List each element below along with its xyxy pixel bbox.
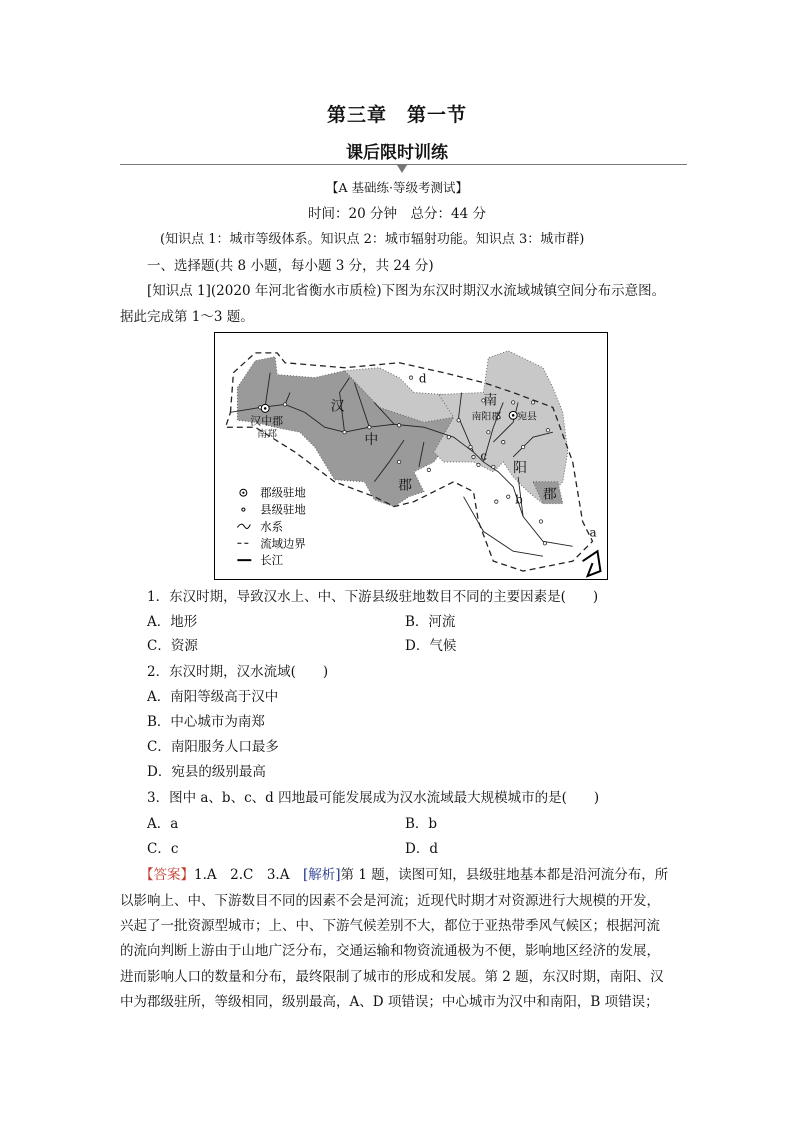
knowledge-points: (知识点 1：城市等级体系。知识点 2：城市辐射功能。知识点 3：城市群)	[160, 232, 585, 247]
map-label-jun-2: 郡	[542, 486, 557, 503]
analysis-text: 以影响上、中、下游数目不同的因素不会是河流；近现代时期才对资源进行大规模的开发，	[120, 893, 660, 909]
section-label: 【A 基础练·等级考测试】	[326, 180, 468, 195]
section-subtitle: 课后限时训练	[346, 143, 448, 163]
option-b: B．中心城市为南郑	[147, 714, 265, 730]
analysis-text: 的流向判断上游由于山地广泛分布，交通运输和物资流通极为不便，影响地区经济的发展，	[120, 943, 660, 959]
analysis-text: 进而影响人口的数量和分布，最终限制了城市的形成和发展。第 2 题，东汉时期，南阳、汉	[120, 969, 664, 985]
map-label-han: 汉	[330, 398, 345, 415]
option-b: B．b	[405, 816, 438, 832]
map-label-nanyang-jun: 南阳郡	[471, 411, 502, 423]
answer-line	[140, 866, 668, 884]
legend-label: 县级驻地	[260, 502, 306, 517]
option-a: A．南阳等级高于汉中	[147, 689, 279, 705]
county-seat-icon	[242, 508, 245, 511]
option-c: C．资源	[147, 638, 198, 654]
option-d: D．气候	[405, 638, 457, 654]
question-stem: 3．图中 a、b、c、d 四地最可能发展成为汉水流域最大规模城市的是( )	[147, 790, 600, 806]
map-label-a: a	[589, 525, 597, 540]
legend-label: 水系	[260, 519, 284, 534]
question-stem: 1．东汉时期，导致汉水上、中、下游县级驻地数目不同的主要因素是( )	[147, 589, 599, 605]
river-icon	[237, 524, 250, 528]
analysis-text: 中为郡级驻所，等级相同，级别最高，A、D 项错误；中心城市为汉中和南阳，B 项错误；	[120, 994, 659, 1010]
legend-label: 郡级驻地	[260, 485, 306, 500]
map-label-hanzhong-jun: 汉中郡	[250, 414, 284, 428]
analysis-tag: [解析]	[302, 867, 341, 883]
map-label-c: c	[480, 448, 488, 463]
option-d: D．宛县的级别最高	[147, 764, 266, 780]
prefecture-seat-icon	[240, 489, 247, 496]
map-label-yang: 阳	[513, 459, 528, 476]
question-stem: 2．东汉时期，汉水流域( )	[147, 664, 329, 680]
map-label-nanzheng: 南郑	[257, 429, 278, 441]
map-label-jun-1: 郡	[398, 477, 412, 494]
han-river-basin-map	[214, 332, 608, 580]
option-a: A．地形	[147, 614, 198, 630]
option-d: D．d	[405, 841, 438, 857]
option-c: C．南阳服务人口最多	[147, 739, 279, 755]
answer-tag: 【答案】	[140, 867, 194, 883]
map-label-wanxian: 宛县	[517, 411, 537, 423]
map-label-zhong: 中	[364, 432, 379, 449]
intro-text: [知识点 1](2020 年河北省衡水市质检)下图为东汉时期汉水流域城镇空间分布示意图。	[147, 283, 666, 299]
time-score: 时间：20 分钟 总分：44 分	[308, 206, 486, 222]
analysis-text: 第 1 题，读图可知，县级驻地基本都是沿河流分布，所	[340, 867, 669, 883]
map-label-b: b	[515, 492, 523, 507]
option-b: B．河流	[405, 614, 456, 630]
option-c: C．c	[147, 841, 179, 857]
map-label-d: d	[418, 371, 427, 386]
chapter-title: 第三章 第一节	[326, 104, 467, 126]
yangtze-river	[583, 551, 601, 576]
map-label-nan: 南	[483, 392, 498, 409]
map-legend	[237, 486, 306, 567]
divider-triangle-icon	[397, 165, 407, 173]
part-heading: 一、选择题(共 8 小题，每小题 3 分，共 24 分)	[147, 258, 434, 274]
analysis-text: 兴起了一批资源型城市；上、中、下游气候差别不大，都位于亚热带季风气候区；根据河流	[120, 918, 660, 934]
answer-keys: 1.A 2.C 3.A	[194, 867, 303, 883]
legend-label: 流域边界	[260, 536, 306, 551]
option-a: A．a	[147, 816, 179, 832]
legend-label: 长江	[260, 553, 284, 568]
intro-text-cont: 据此完成第 1～3 题。	[120, 309, 254, 325]
